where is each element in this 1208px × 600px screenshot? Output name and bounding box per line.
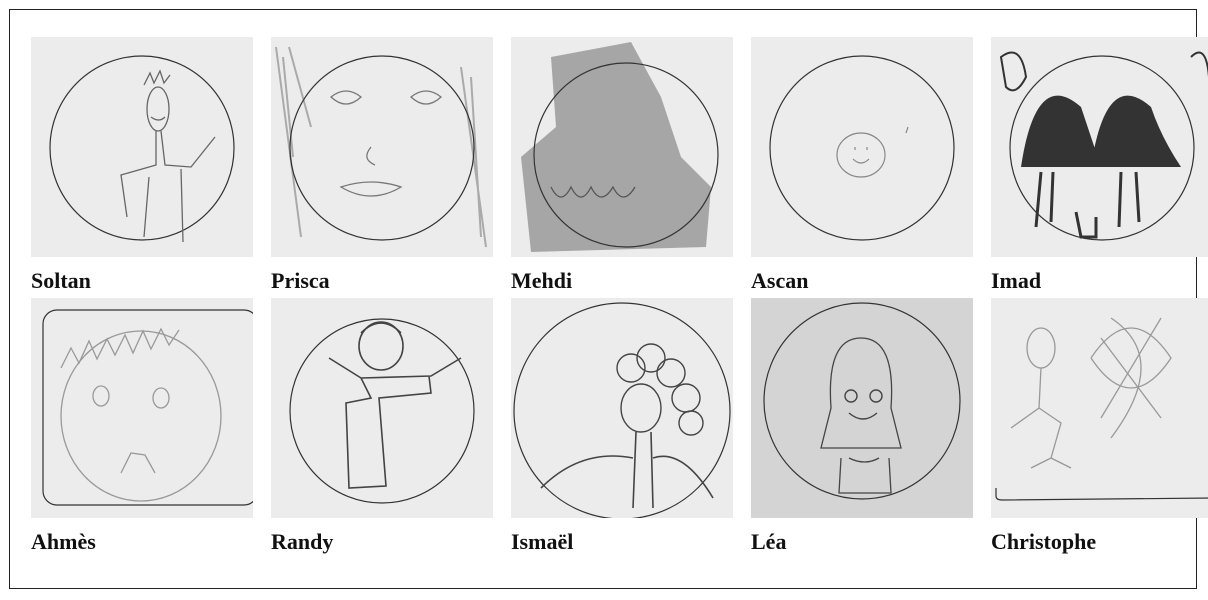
- drawing-card-mehdi: [511, 37, 733, 293]
- drawing-label: Prisca: [271, 268, 330, 293]
- drawing-card-imad: [991, 37, 1208, 293]
- drawing-label: Ascan: [751, 268, 809, 293]
- drawing-image-ascan: [751, 37, 973, 257]
- drawing-card-randy: [271, 298, 493, 554]
- drawing-image-prisca: [271, 37, 493, 257]
- drawing-label: Imad: [991, 268, 1042, 293]
- drawing-card-ahmes: [31, 298, 253, 554]
- drawing-label: Mehdi: [511, 268, 573, 293]
- drawing-card-christophe: [991, 298, 1208, 554]
- drawing-card-prisca: [271, 37, 493, 293]
- drawing-image-imad: [991, 37, 1208, 257]
- drawing-image-mehdi: [511, 37, 733, 257]
- drawing-image-randy: [271, 298, 493, 518]
- drawing-label: Randy: [271, 529, 334, 554]
- drawing-image-soltan: [31, 37, 253, 257]
- drawing-image-lea: [751, 298, 973, 518]
- drawing-label: Christophe: [991, 529, 1097, 554]
- drawing-label: Ahmès: [31, 529, 96, 554]
- drawing-card-lea: [751, 298, 973, 554]
- drawing-image-christophe: [991, 298, 1208, 518]
- drawing-label: Ismaël: [511, 529, 574, 554]
- drawing-card-soltan: [31, 37, 253, 293]
- drawing-image-ismael: [511, 298, 733, 518]
- drawing-card-ismael: [511, 298, 733, 554]
- drawing-image-ahmes: [31, 298, 253, 518]
- drawing-label: Soltan: [31, 268, 91, 293]
- drawing-card-ascan: [751, 37, 973, 293]
- drawing-label: Léa: [751, 529, 787, 554]
